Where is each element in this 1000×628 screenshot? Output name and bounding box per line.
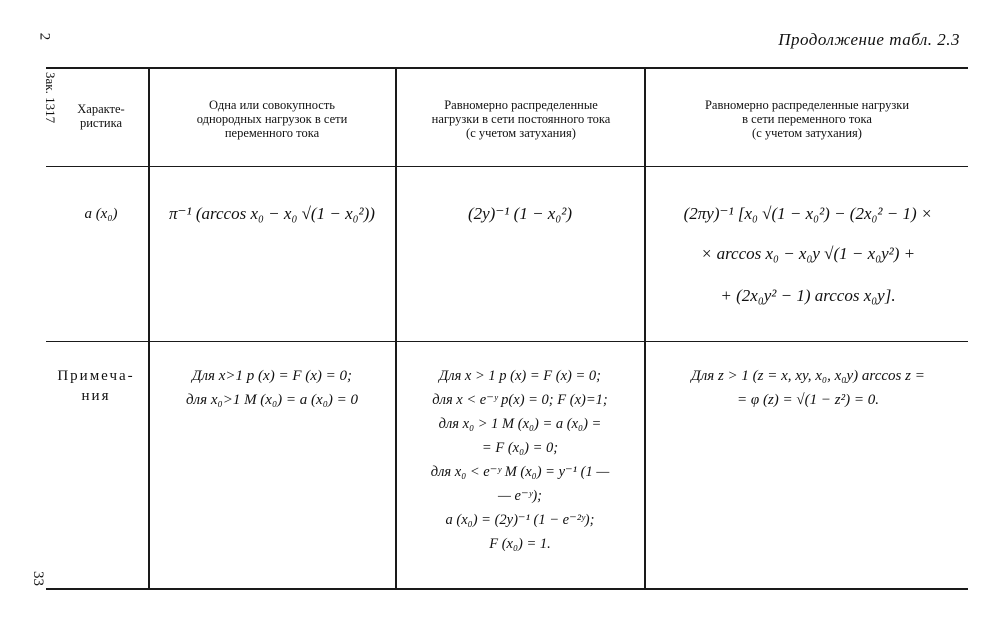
row-notes-col3 [648, 364, 968, 412]
header-characteristic: Характе- ристика [77, 102, 125, 130]
row-a-col1: π⁻¹ (arccos x₀ − x₀ √(1 − x₀²)) [169, 204, 375, 223]
row-notes-col2 [397, 364, 643, 556]
note-line: = φ (z) = √(1 − z²) = 0. [737, 392, 879, 408]
table-caption: Продолжение табл. 2.3 [778, 30, 960, 49]
bottom-rule [46, 588, 968, 590]
row-a-col3-line1: (2πy)⁻¹ [x₀ √(1 − x₀²) − (2x₀² − 1) × [683, 204, 933, 223]
note-line: = F (x₀) = 0; [481, 440, 559, 456]
row-notes-col1 [150, 364, 394, 412]
note-line: — e⁻ʸ); [498, 488, 542, 504]
top-rule [46, 67, 968, 69]
row-notes-label: Примеча- ния [57, 368, 135, 404]
row-a-col3-line3: + (2x₀y² − 1) arccos x₀y]. [720, 286, 896, 305]
note-line: для x₀>1 M (x₀) = a (x₀) = 0 [185, 392, 359, 408]
note-line: для x₀ < e⁻ʸ M (x₀) = y⁻¹ (1 — [430, 464, 610, 480]
order-note: Зак. 1317 [43, 72, 58, 124]
header-rule [46, 166, 968, 167]
note-line: F (x₀) = 1. [489, 536, 551, 552]
note-line: a (x₀) = (2y)⁻¹ (1 − e⁻²ʸ); [445, 512, 595, 528]
col-divider-1 [148, 68, 150, 589]
header-ac-distributed: Равномерно распределенные нагрузки в сети переменного тока (с учетом затухания) [704, 98, 910, 140]
note-line: Для z > 1 (z = x, xy, x₀, x₀y) arccos z = [691, 368, 925, 384]
header-ac-loads: Одна или совокупность однородных нагрузок в сети переменного тока [196, 98, 348, 140]
note-line: Для x > 1 p (x) = F (x) = 0; [439, 368, 601, 384]
header-dc-distributed: Равномерно распределенные нагрузки в сети постоянного тока (с учетом затухания) [431, 98, 611, 140]
note-line: для x₀ > 1 M (x₀) = a (x₀) = [438, 416, 602, 432]
row-a-col3-line2: × arccos x₀ − x₀y √(1 − x₀y²) + [700, 244, 916, 263]
row-rule [46, 341, 968, 342]
note-line: для x < e⁻ʸ p(x) = 0; F (x)=1; [432, 392, 608, 408]
row-a-label: a (x₀) [84, 206, 118, 222]
note-line: Для x>1 p (x) = F (x) = 0; [191, 368, 353, 384]
page-number-bottom: 33 [30, 571, 46, 586]
page-number-top: 2 [36, 32, 53, 41]
col-divider-3 [644, 68, 646, 589]
row-a-col2: (2y)⁻¹ (1 − x₀²) [467, 204, 573, 223]
